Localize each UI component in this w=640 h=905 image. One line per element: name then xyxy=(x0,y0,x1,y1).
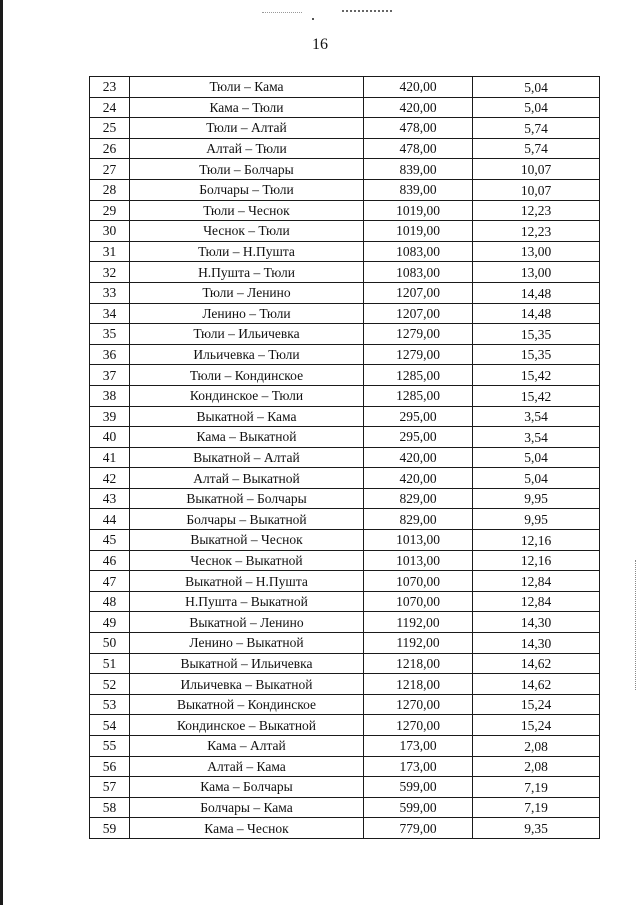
route-cell: Кама – Болчары xyxy=(130,777,364,798)
distance-cell: 1083,00 xyxy=(364,241,473,262)
table-row xyxy=(90,427,600,448)
scan-artifact-right xyxy=(342,6,392,12)
row-number-cell: 24 xyxy=(90,97,130,118)
price-cell: 15,24 xyxy=(473,694,600,715)
rates-table xyxy=(89,76,600,839)
row-number-cell: 49 xyxy=(90,612,130,633)
distance-cell: 1285,00 xyxy=(364,385,473,406)
table-row xyxy=(90,406,600,427)
row-number-cell: 29 xyxy=(90,200,130,221)
route-cell: Выкатной – Ленино xyxy=(130,612,364,633)
price-cell: 12,23 xyxy=(473,200,600,221)
route-cell: Болчары – Выкатной xyxy=(130,509,364,530)
row-number-cell: 54 xyxy=(90,715,130,736)
price-cell: 12,16 xyxy=(473,550,600,571)
price-cell: 12,16 xyxy=(473,530,600,551)
price-cell: 5,74 xyxy=(473,138,600,159)
route-cell: Кондинское – Тюли xyxy=(130,385,364,406)
row-number-cell: 33 xyxy=(90,282,130,303)
route-cell: Выкатной – Алтай xyxy=(130,447,364,468)
row-number-cell: 38 xyxy=(90,385,130,406)
distance-cell: 839,00 xyxy=(364,179,473,200)
route-cell: Тюли – Н.Пушта xyxy=(130,241,364,262)
table-row xyxy=(90,736,600,757)
table-row xyxy=(90,797,600,818)
route-cell: Чеснок – Выкатной xyxy=(130,550,364,571)
table-row xyxy=(90,97,600,118)
table-row xyxy=(90,385,600,406)
table-row xyxy=(90,344,600,365)
table-row xyxy=(90,179,600,200)
price-cell: 13,00 xyxy=(473,262,600,283)
table-row xyxy=(90,447,600,468)
row-number-cell: 31 xyxy=(90,241,130,262)
route-cell: Ильичевка – Выкатной xyxy=(130,674,364,695)
route-cell: Тюли – Ильичевка xyxy=(130,324,364,345)
distance-cell: 1013,00 xyxy=(364,530,473,551)
row-number-cell: 40 xyxy=(90,427,130,448)
distance-cell: 829,00 xyxy=(364,488,473,509)
row-number-cell: 35 xyxy=(90,324,130,345)
price-cell: 15,24 xyxy=(473,715,600,736)
route-cell: Тюли – Кондинское xyxy=(130,365,364,386)
distance-cell: 1019,00 xyxy=(364,200,473,221)
route-cell: Выкатной – Н.Пушта xyxy=(130,571,364,592)
route-cell: Алтай – Тюли xyxy=(130,138,364,159)
distance-cell: 478,00 xyxy=(364,118,473,139)
route-cell: Выкатной – Чеснок xyxy=(130,530,364,551)
price-cell: 12,84 xyxy=(473,591,600,612)
row-number-cell: 44 xyxy=(90,509,130,530)
row-number-cell: 48 xyxy=(90,591,130,612)
price-cell: 2,08 xyxy=(473,736,600,757)
route-cell: Тюли – Алтай xyxy=(130,118,364,139)
price-cell: 13,00 xyxy=(473,241,600,262)
price-cell: 9,95 xyxy=(473,509,600,530)
row-number-cell: 47 xyxy=(90,571,130,592)
route-cell: Выкатной – Ильичевка xyxy=(130,653,364,674)
route-cell: Кама – Тюли xyxy=(130,97,364,118)
row-number-cell: 34 xyxy=(90,303,130,324)
route-cell: Тюли – Кама xyxy=(130,77,364,98)
distance-cell: 1218,00 xyxy=(364,674,473,695)
route-cell: Выкатной – Болчары xyxy=(130,488,364,509)
route-cell: Болчары – Тюли xyxy=(130,179,364,200)
table-row xyxy=(90,818,600,839)
route-cell: Кама – Чеснок xyxy=(130,818,364,839)
table-row xyxy=(90,530,600,551)
rates-table-body xyxy=(90,77,600,839)
distance-cell: 1070,00 xyxy=(364,591,473,612)
distance-cell: 1019,00 xyxy=(364,221,473,242)
route-cell: Чеснок – Тюли xyxy=(130,221,364,242)
table-row xyxy=(90,591,600,612)
table-row xyxy=(90,221,600,242)
distance-cell: 779,00 xyxy=(364,818,473,839)
row-number-cell: 25 xyxy=(90,118,130,139)
table-row xyxy=(90,324,600,345)
distance-cell: 599,00 xyxy=(364,797,473,818)
route-cell: Ленино – Тюли xyxy=(130,303,364,324)
price-cell: 10,07 xyxy=(473,159,600,180)
table-row xyxy=(90,303,600,324)
route-cell: Ильичевка – Тюли xyxy=(130,344,364,365)
row-number-cell: 32 xyxy=(90,262,130,283)
table-row xyxy=(90,159,600,180)
price-cell: 15,35 xyxy=(473,344,600,365)
row-number-cell: 41 xyxy=(90,447,130,468)
table-row xyxy=(90,365,600,386)
distance-cell: 1279,00 xyxy=(364,324,473,345)
distance-cell: 478,00 xyxy=(364,138,473,159)
route-cell: Алтай – Кама xyxy=(130,756,364,777)
price-cell: 5,74 xyxy=(473,118,600,139)
distance-cell: 1083,00 xyxy=(364,262,473,283)
table-row xyxy=(90,653,600,674)
route-cell: Тюли – Ленино xyxy=(130,282,364,303)
table-row xyxy=(90,674,600,695)
table-row xyxy=(90,262,600,283)
price-cell: 12,23 xyxy=(473,221,600,242)
table-row xyxy=(90,756,600,777)
route-cell: Ленино – Выкатной xyxy=(130,633,364,654)
row-number-cell: 43 xyxy=(90,488,130,509)
table-row xyxy=(90,612,600,633)
row-number-cell: 30 xyxy=(90,221,130,242)
row-number-cell: 26 xyxy=(90,138,130,159)
scan-dot xyxy=(312,18,314,20)
table-row xyxy=(90,77,600,98)
table-row xyxy=(90,777,600,798)
row-number-cell: 56 xyxy=(90,756,130,777)
distance-cell: 1285,00 xyxy=(364,365,473,386)
scan-side-artifact xyxy=(634,560,636,690)
distance-cell: 173,00 xyxy=(364,736,473,757)
distance-cell: 829,00 xyxy=(364,509,473,530)
route-cell: Кондинское – Выкатной xyxy=(130,715,364,736)
price-cell: 14,62 xyxy=(473,653,600,674)
row-number-cell: 52 xyxy=(90,674,130,695)
distance-cell: 1207,00 xyxy=(364,282,473,303)
page-number: 16 xyxy=(312,36,328,53)
distance-cell: 420,00 xyxy=(364,77,473,98)
row-number-cell: 57 xyxy=(90,777,130,798)
distance-cell: 1070,00 xyxy=(364,571,473,592)
price-cell: 15,42 xyxy=(473,385,600,406)
price-cell: 14,48 xyxy=(473,303,600,324)
route-cell: Кама – Алтай xyxy=(130,736,364,757)
row-number-cell: 53 xyxy=(90,694,130,715)
table-row xyxy=(90,282,600,303)
price-cell: 12,84 xyxy=(473,571,600,592)
route-cell: Тюли – Чеснок xyxy=(130,200,364,221)
table-row xyxy=(90,633,600,654)
route-cell: Выкатной – Кондинское xyxy=(130,694,364,715)
price-cell: 15,35 xyxy=(473,324,600,345)
price-cell: 3,54 xyxy=(473,427,600,448)
row-number-cell: 58 xyxy=(90,797,130,818)
scan-left-border xyxy=(0,0,3,905)
row-number-cell: 39 xyxy=(90,406,130,427)
distance-cell: 839,00 xyxy=(364,159,473,180)
table-row xyxy=(90,138,600,159)
row-number-cell: 37 xyxy=(90,365,130,386)
table-row xyxy=(90,241,600,262)
table-row xyxy=(90,488,600,509)
route-cell: Выкатной – Кама xyxy=(130,406,364,427)
price-cell: 14,62 xyxy=(473,674,600,695)
route-cell: Кама – Выкатной xyxy=(130,427,364,448)
row-number-cell: 45 xyxy=(90,530,130,551)
row-number-cell: 59 xyxy=(90,818,130,839)
row-number-cell: 55 xyxy=(90,736,130,757)
price-cell: 9,95 xyxy=(473,488,600,509)
distance-cell: 599,00 xyxy=(364,777,473,798)
table-row xyxy=(90,571,600,592)
price-cell: 7,19 xyxy=(473,797,600,818)
distance-cell: 1218,00 xyxy=(364,653,473,674)
table-row xyxy=(90,200,600,221)
price-cell: 14,30 xyxy=(473,612,600,633)
distance-cell: 1192,00 xyxy=(364,633,473,654)
table-row xyxy=(90,509,600,530)
row-number-cell: 28 xyxy=(90,179,130,200)
table-row xyxy=(90,118,600,139)
route-cell: Тюли – Болчары xyxy=(130,159,364,180)
table-row xyxy=(90,468,600,489)
price-cell: 15,42 xyxy=(473,365,600,386)
price-cell: 5,04 xyxy=(473,97,600,118)
price-cell: 5,04 xyxy=(473,77,600,98)
price-cell: 14,30 xyxy=(473,633,600,654)
distance-cell: 1192,00 xyxy=(364,612,473,633)
distance-cell: 420,00 xyxy=(364,97,473,118)
route-cell: Алтай – Выкатной xyxy=(130,468,364,489)
row-number-cell: 27 xyxy=(90,159,130,180)
row-number-cell: 50 xyxy=(90,633,130,654)
distance-cell: 1279,00 xyxy=(364,344,473,365)
price-cell: 5,04 xyxy=(473,447,600,468)
route-cell: Н.Пушта – Тюли xyxy=(130,262,364,283)
distance-cell: 1270,00 xyxy=(364,715,473,736)
price-cell: 7,19 xyxy=(473,777,600,798)
distance-cell: 295,00 xyxy=(364,427,473,448)
distance-cell: 420,00 xyxy=(364,468,473,489)
table-row xyxy=(90,715,600,736)
row-number-cell: 51 xyxy=(90,653,130,674)
distance-cell: 295,00 xyxy=(364,406,473,427)
route-cell: Н.Пушта – Выкатной xyxy=(130,591,364,612)
price-cell: 2,08 xyxy=(473,756,600,777)
price-cell: 10,07 xyxy=(473,179,600,200)
distance-cell: 1207,00 xyxy=(364,303,473,324)
price-cell: 14,48 xyxy=(473,282,600,303)
scan-artifact-left xyxy=(262,8,302,13)
row-number-cell: 23 xyxy=(90,77,130,98)
distance-cell: 420,00 xyxy=(364,447,473,468)
row-number-cell: 42 xyxy=(90,468,130,489)
route-cell: Болчары – Кама xyxy=(130,797,364,818)
table-row xyxy=(90,694,600,715)
distance-cell: 1270,00 xyxy=(364,694,473,715)
table-row xyxy=(90,550,600,571)
distance-cell: 173,00 xyxy=(364,756,473,777)
price-cell: 5,04 xyxy=(473,468,600,489)
distance-cell: 1013,00 xyxy=(364,550,473,571)
row-number-cell: 46 xyxy=(90,550,130,571)
row-number-cell: 36 xyxy=(90,344,130,365)
price-cell: 3,54 xyxy=(473,406,600,427)
price-cell: 9,35 xyxy=(473,818,600,839)
